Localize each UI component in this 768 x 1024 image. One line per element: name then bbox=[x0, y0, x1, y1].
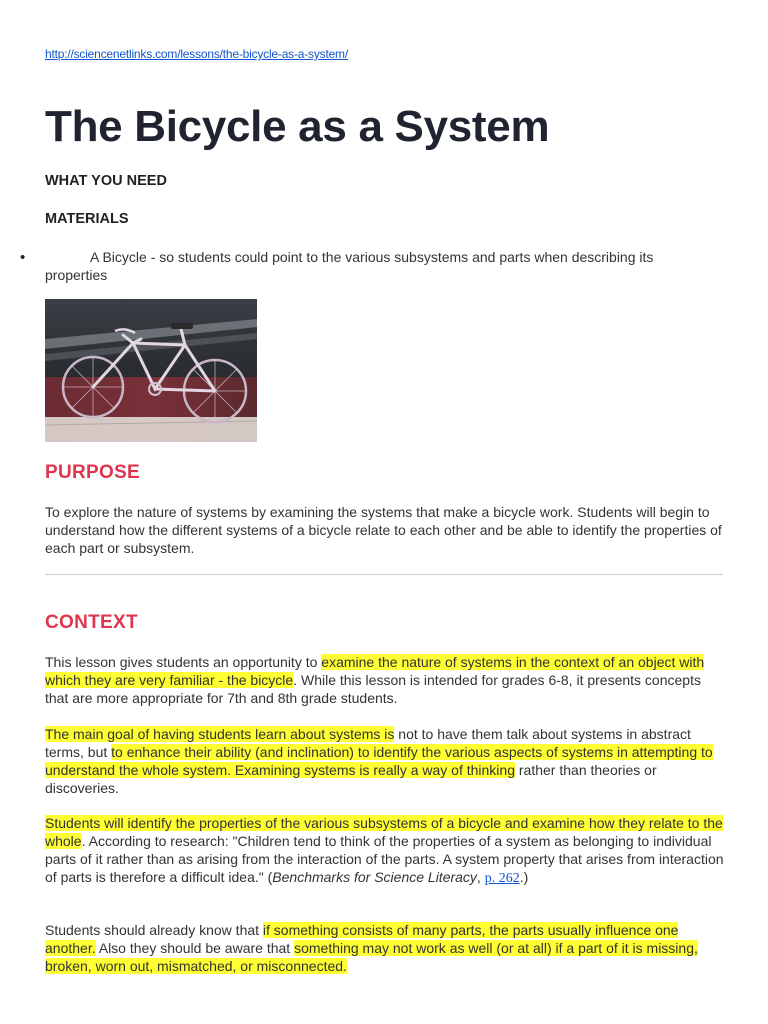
page-reference-link[interactable]: p. 262 bbox=[484, 871, 520, 886]
context-paragraph-1: This lesson gives students an opportunity to examine the nature of systems in the context of an object with which they are very familiar - the bicycle. While this lesson is intended for grades 6-8, it presents concepts that are more appropriate for 7th and 8th grade students. bbox=[45, 654, 705, 706]
context-paragraph-4: Students should already know that if something consists of many parts, the parts usually influence one another. Also they should be aware that something may not work as well (or at all) if a part of it is missing, broken, worn out, mismatched, or misconnected. bbox=[45, 922, 698, 974]
highlighted-text: The main goal of having students learn about systems is bbox=[45, 726, 395, 742]
what-you-need-heading: WHAT YOU NEED bbox=[45, 173, 167, 189]
materials-item-text: A Bicycle - so students could point to the various subsystems and parts when describing its properties bbox=[45, 249, 654, 283]
highlighted-text: something may not work as well (or at all) if a part of it is missing, broken, worn out, mismatched, or misconnected. bbox=[45, 940, 698, 974]
highlighted-text: to enhance their ability (and inclination) to identify the various aspects of systems in attempting to understand the whole system. Examining systems is really a way of thinking bbox=[45, 744, 713, 778]
purpose-text: To explore the nature of systems by examining the systems that make a bicycle work. Students will begin to understand how the different systems of a bicycle relate to each other and be able to identify the properties of each part or subsystem. bbox=[45, 504, 722, 556]
section-divider bbox=[45, 574, 723, 575]
context-paragraph-2: The main goal of having students learn about systems is not to have them talk about systems in abstract terms, but to enhance their ability (and inclination) to identify the various aspects of systems in attempting to understand the whole system. Examining systems is really a way of thinking rather than theories or discoveries. bbox=[45, 726, 713, 796]
bicycle-photo bbox=[45, 299, 257, 442]
source-url-link[interactable]: http://sciencenetlinks.com/lessons/the-bicycle-as-a-system/ bbox=[45, 47, 348, 61]
page-title: The Bicycle as a System bbox=[45, 102, 550, 151]
highlighted-text: Students will identify the properties of the various subsystems of a bicycle and examine how they relate to the whole bbox=[45, 815, 723, 849]
context-paragraph-3: Students will identify the properties of the various subsystems of a bicycle and examine how they relate to the whole. According to research: "Children tend to think of the properties of a system as belonging to individual parts of it rather than as arising from the interaction of the parts. A system property that arises from interaction of parts is therefore a difficult idea." (Benchmarks for Science Literacy, p. 262.) bbox=[45, 815, 724, 886]
highlighted-text: if something consists of many parts, the parts usually influence one another. bbox=[45, 922, 679, 956]
purpose-heading: PURPOSE bbox=[45, 462, 141, 483]
materials-heading: MATERIALS bbox=[45, 211, 129, 227]
book-title: Benchmarks for Science Literacy bbox=[272, 869, 477, 885]
highlighted-text: examine the nature of systems in the context of an object with which they are very familiar - the bicycle bbox=[45, 654, 705, 688]
bullet-icon: • bbox=[20, 249, 26, 266]
context-heading: CONTEXT bbox=[45, 612, 138, 633]
